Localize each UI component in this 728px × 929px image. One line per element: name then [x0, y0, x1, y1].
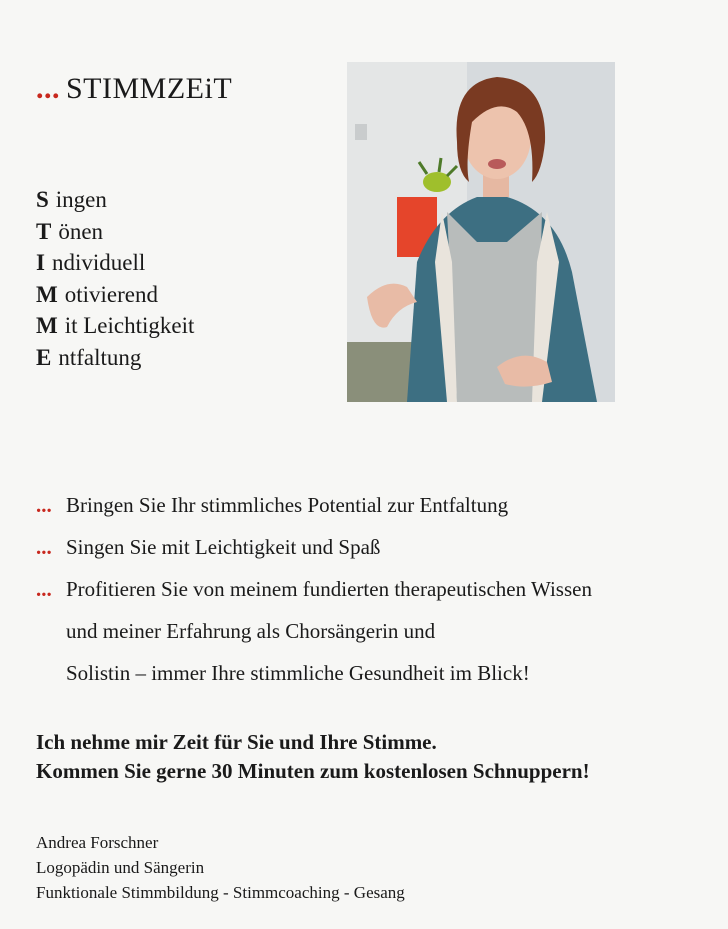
acrostic-word: ntfaltung: [58, 344, 142, 370]
acrostic-letter: T: [36, 218, 52, 244]
acrostic-letter: S: [36, 187, 49, 212]
benefits-list: [36, 484, 716, 694]
acrostic-row: [36, 310, 194, 342]
acrostic-word: otivierend: [64, 281, 158, 307]
bullet-dots: ...: [36, 534, 52, 559]
list-item: [36, 526, 716, 568]
stimme-acrostic: [36, 184, 194, 373]
call-to-action: [36, 728, 590, 786]
acrostic-word: ndividuell: [51, 250, 146, 275]
acrostic-word: it Leichtigkeit: [64, 313, 195, 338]
acrostic-row: [36, 216, 194, 248]
list-item: [36, 484, 716, 526]
list-item: [36, 568, 716, 610]
portrait-photo: [347, 62, 615, 402]
acrostic-row: [36, 184, 194, 216]
acrostic-letter: E: [36, 344, 52, 370]
title-text: STIMMZEiT: [66, 72, 233, 105]
services-line: Funktionale Stimmbildung - Stimmcoaching - Gesang: [36, 883, 405, 902]
list-item-continuation: Solistin – immer Ihre stimmliche Gesundheit im Blick!: [66, 660, 530, 685]
title-dots: ...: [36, 72, 60, 105]
acrostic-letter: I: [36, 250, 45, 275]
bullet-dots: ...: [36, 576, 52, 601]
contact-footer: [36, 830, 405, 905]
list-item-text: Bringen Sie Ihr stimmliches Potential zur Entfaltung: [66, 492, 509, 517]
flyer-title: [36, 72, 232, 106]
acrostic-letter: M: [36, 281, 58, 307]
acrostic-word: önen: [58, 218, 104, 244]
cta-line-2: Kommen Sie gerne 30 Minuten zum kostenlosen Schnuppern!: [36, 759, 590, 783]
list-item-text: Profitieren Sie von meinem fundierten therapeutischen Wissen: [66, 576, 592, 601]
acrostic-row: [36, 279, 194, 311]
author-name: Andrea Forschner: [36, 833, 159, 852]
acrostic-row: [36, 247, 194, 279]
cta-line-1: Ich nehme mir Zeit für Sie und Ihre Stimme.: [36, 730, 437, 754]
list-item-continuation: und meiner Erfahrung als Chorsängerin und: [66, 618, 436, 643]
acrostic-row: [36, 342, 194, 374]
acrostic-letter: M: [36, 313, 58, 338]
bullet-dots: ...: [36, 492, 52, 517]
author-role: Logopädin und Sängerin: [36, 858, 205, 877]
list-item-text: Singen Sie mit Leichtigkeit und Spaß: [66, 534, 381, 559]
acrostic-word: ingen: [55, 187, 107, 212]
